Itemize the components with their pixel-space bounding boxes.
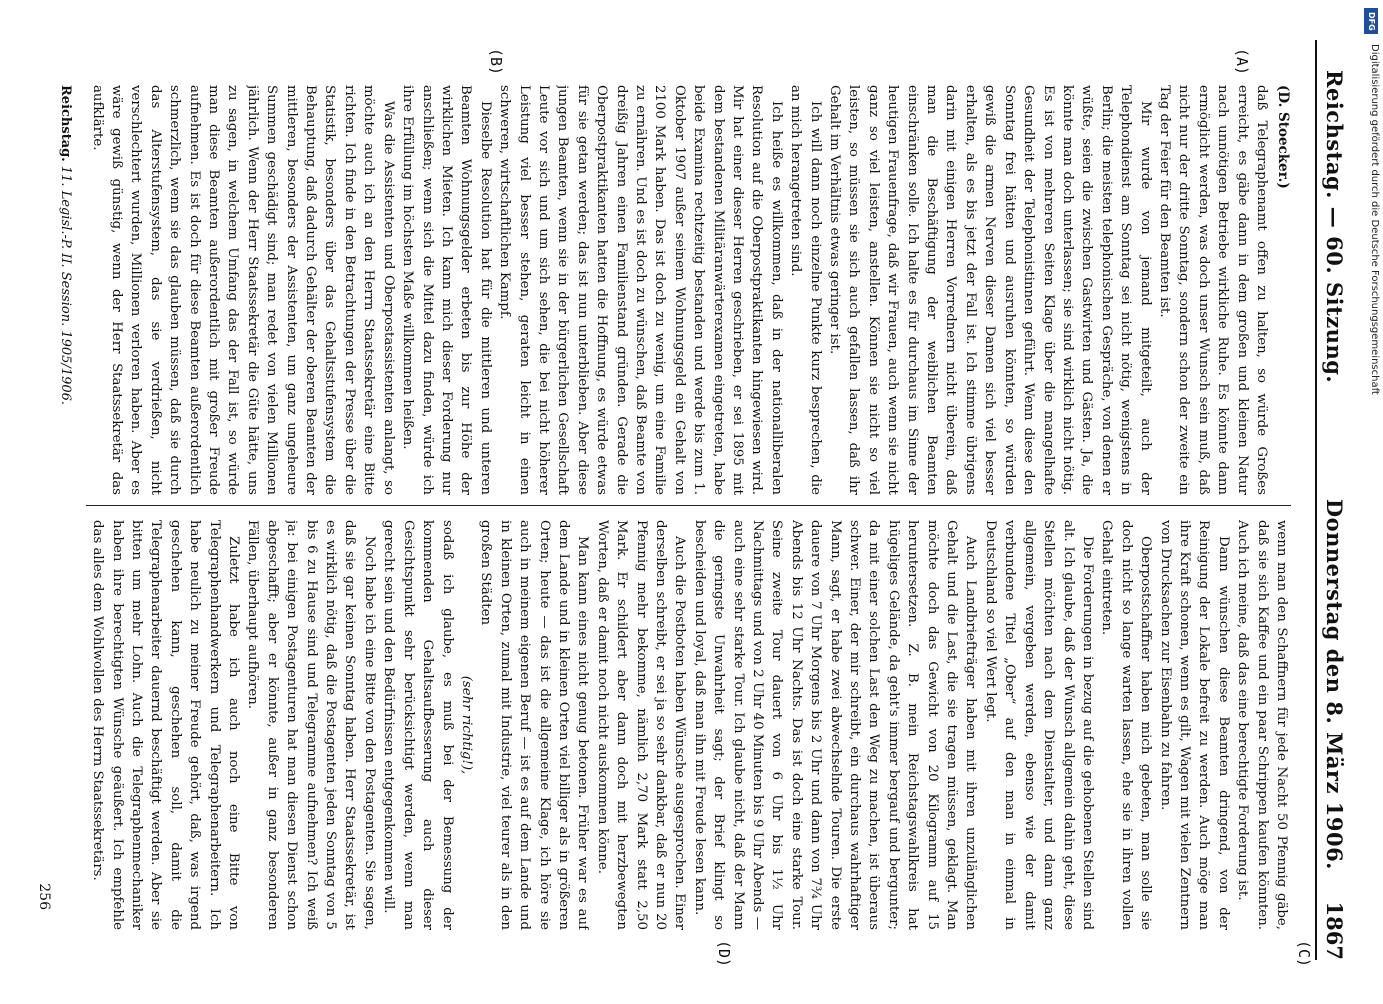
paragraph: Zuletzt habe ich auch noch eine Bitte von Telegraphenhandwerkern und Telegraphenarbeitern. Ich habe neulich zu meiner Freude gehört, daß, was irgend geschehen kann, geschehen soll, damit die Telegraphenarbeiter dauernd beschäftigt werden. Aber sie bitten um mehr Lohn. Auch die Telegraphenmechaniker haben ihre berechtigten Wünsche geäußert. Ich empfehle das alles dem Wohlwollen des Herrn Staatssekretärs.: [90, 520, 242, 930]
paragraph: Was die Assistenten und Oberpostassistenten anlangt, so möchte auch ich an den Herrn Staatssekretär eine Bitte richten. Ich finde in den Betrachtungen der Presse über die Statistik, besonders über das Gehaltsstufensystem die Behauptung, daß dadurch Gehälter der oberen Beamten der mittleren, besonders der Assistenten, um ganz ungeheure Summen geschädigt sind; man redet von vielen Millionen jährlich. Wenn der Herr Staatssekretär die Güte hätte, uns zu sagen, in welchem Umfang das der Fall ist, so würde man diese Beamten außerordentlich mit großer Freude aufnehmen. Es ist doch für diese Beamten außerordentlich schmerzlich, wenn sie das glauben müssen, daß sie durch das Alterstufensystem, das sie verdrießen, nicht verschlechtert wurden, Millionen verloren haben. Aber es wäre gewiß günstig, wenn der Herr Staatssekretär das aufklärte.: [89, 85, 396, 495]
column-divider: [86, 505, 1291, 506]
left-column: [86, 85, 1291, 495]
paragraph: Oberpostschaffner haben mich gebeten, man solle sie doch nicht so lange warten lassen, ehe sie in ihren vollen Gehalt eintreten.: [1099, 520, 1154, 930]
margin-marker-c: (C): [1295, 940, 1313, 968]
footer-bold: Reichstag.: [58, 85, 73, 162]
page-number: 1867: [1322, 901, 1347, 960]
margin-marker-d: (D): [715, 940, 733, 968]
paragraph: Ich heiße es willkommen, daß in der nationalliberalen Resolution auf die Oberpostpraktikanten hingewiesen wird. Mir hat einer dieser Herren geschrieben, er sei 1895 mit dem bestandenen Militäranwärterexamen eingetreten, habe beide Examina rechtzeitig bestanden und werde bis zum 1. Oktober 1907 außer seinem Wohnungsgeld ein Gehalt von 2100 Mark haben. Das ist doch zu wenig, um eine Familie zu ernähren. Und es ist doch zu wünschen, daß Beamte von dreißig Jahren einen Familienstand gründen. Gerade die Oberpostpraktikanten hatten die Hoffnung, es würde etwas für sie getan werden; das ist nun unterblieben. Aber diese jungen Beamten, wenn sie in der bürgerlichen Gesellschaft Leute vor sich und um sich sehen, die bei nicht höherer Leistung viel besser stehen, geraten leicht in einen schweren, wirtschaftlichen Kampf.: [497, 85, 784, 495]
paragraph: Ich will dann noch einzelne Punkte kurz besprechen, die an mich herangetreten sind.: [788, 85, 823, 495]
paragraph: Dieselbe Resolution hat für die mittleren und unteren Beamten Wohnungsgelder erbeten bis zur Höhe der wirklichen Mieten. Ich kann mich dieser Forderung nur anschließen; wenn sich die Mittel dazu finden, würde ich ihre Erfüllung im höchsten Maße willkommen heißen.: [400, 85, 493, 495]
margin-marker-b: (B): [487, 48, 505, 76]
margin-marker-a: (A): [1233, 48, 1251, 76]
speaker-name: (D. Stoecker.): [1275, 85, 1291, 189]
paragraph: Auch die Postboten haben Wünsche ausgesprochen. Einer derselben schreibt, er sei ja so sehr dankbar, daß er nun 20 Pfennig mehr bekomme, nämlich 2,70 Mark statt 2,50 Mark. Er schildert aber dann doch mit herzbewegten Worten, daß er damit noch nicht auskommen könne.: [594, 520, 688, 930]
sheet-number: 256: [36, 883, 52, 910]
digitization-note: Digitalisierung gefördert durch die Deutsche Forschungsgemeinschaft: [1369, 44, 1380, 395]
paragraph: daß Telegraphenamt offen zu halten, so würde Großes erreicht, es gäbe dann in dem großen und kleinen Natur nach unnötigen Betriebe wirkliche Ruhe. Es könnte dann ermöglicht werden, was doch unser Wunsch sein muß, daß nicht nur der dritte Sonntag, sondern schon der zweite ein Tag der Feier für den Beamten ist.: [1156, 85, 1269, 495]
paragraph: wenn man den Schaffnern für jede Nacht 50 Pfennig gäbe, daß sie sich Kaffee und ein paar Schrippen kaufen könnten. Auch ich meine, daß das eine berechtigte Forderung ist.: [1235, 520, 1289, 930]
paragraph: Dann wünschen diese Beamten dringend, von der Reinigung der Lokale befreit zu werden. Auch möge man ihre Kraft schonen, wenn es gilt, Wagen mit vielen Zentnern von Drucksachen zur Eisenbahn zu fahren.: [1157, 520, 1231, 930]
right-column: [86, 520, 1291, 930]
paragraph: Noch habe ich eine Bitte von den Postagenten. Sie sagen, daß sie gar keinen Sonntag haben. Herr Staatssekretär, ist es wirklich nötig, daß die Postagenten jeden Sonntag von 5 bis 6 zu Hause sind und Telegramme aufnehmen? Ich weiß ja: bei einigen Postagenturen hat man diesen Dienst schon abgeschafft; aber er könnte, außer in ganz besonderen Fällen, überhaupt aufhören.: [245, 520, 377, 930]
footer-text: 11. Legisl.-P. II. Session. 1905/1906.: [58, 165, 73, 406]
running-header: [1315, 40, 1361, 960]
dfg-logo: DFG: [1364, 8, 1378, 34]
paragraph: Die Forderungen in bezug auf die gehobenen Stellen sind alt. Ich glaube, daß der Wunsch allgemein dahin geht, diese Stellen möchten nach dem Dienstalter, und dann ganz allgemein, vergeben werden, ebenso wie der damit verbundene Titel „Ober“ auf den man in einmal in Deutschland so viel Wert legt.: [982, 520, 1095, 930]
paragraph: Auch Landbriefträger haben mit ihren unzulänglichen Gehalt und die Last, die sie tragen müssen, geklagt. Man möchte doch das Gewicht von 20 Kilogramm auf 15 heruntersetzen. Z. B. mein Reichstagswahlkreis hat hügeliges Gelände, da geht's immer bergauf und bergunter; da mit einer solchen Last den Weg zu machen, ist überaus schwer. Einer, der mir schreibt, ein durchaus wahrhaftiger Mann, sagt, er habe zwei abwechselnde Touren. Die erste dauere von 7 Uhr Morgens bis 2 Uhr und dann von 7¾ Uhr Abends bis 12 Uhr Nachts. Das ist doch eine starke Tour. Seine zweite Tour dauert von 6 Uhr bis 1½ Uhr Nachmittags und von 2 Uhr 40 Minuten bis 9 Uhr Abends — auch eine sehr starke Tour. Ich glaube nicht, daß der Mann die geringste Unwahrheit sagt; der Brief klingt so bescheiden und loyal, daß man ihn mit Freude lesen kann.: [691, 520, 979, 930]
paragraph: Man kann eines nicht genug betonen. Früher war es auf dem Lande und in kleinen Orten viel billiger als in größeren Orten; heute — das ist die allgemeine Klage, ich höre sie auch in meinem eigenen Beruf — ist es auf dem Lande und in kleinen Orten, zumal mit Industrie, viel teurer als in den großen Städten: [478, 520, 591, 930]
header-right: Donnerstag den 8. März 1906.: [1322, 498, 1347, 870]
paragraph: Mir wurde von jemand mitgeteilt, auch der Telephondienst am Sonntag sei nicht nötig, wenigstens in Berlin; die meisten telephonischen Gespräche, von denen er wüßte, seien die zwischen Gastwirten und Gästen. Ja, die könnte man doch unterlassen; sie sind wirklich nicht nötig. Es ist von mehreren Seiten Klage über die mangelhafte Gesundheit der Telephonistinnen geführt. Wenn diese den Sonntag frei hätten und ausruhen könnten, so würden gewiß die armen Nerven dieser Damen sich viel besser erhalten, als es bis jetzt der Fall ist. Ich stimme übrigens darin mit einigen Herren Vorrednern nicht überein, daß man die Beschäftigung der weiblichen Beamten einschränken solle. Ich halte es für durchaus im Sinne der heutigen Frauenfrage, daß wir Frauen, auch wenn sie nicht ganz so viel leisten, anstellen. Können sie nicht so viel leisten, so müssen sie sich auch gefallen lassen, daß ihr Gehalt im Verhältnis etwas geringer ist.: [827, 85, 1153, 495]
paragraph: sodaß ich glaube, es muß bei der Bemessung der kommenden Gehaltsaufbesserung auch dieser Gesichtspunkt sehr berücksichtigt werden, wenn man gerecht sein und den Bedürfnissen entgegenkommen will.: [381, 520, 455, 930]
interjection: (sehr richtig!),: [458, 675, 474, 775]
footer: [58, 85, 73, 405]
header-left: Reichstag. — 60. Sitzung.: [1322, 70, 1347, 384]
